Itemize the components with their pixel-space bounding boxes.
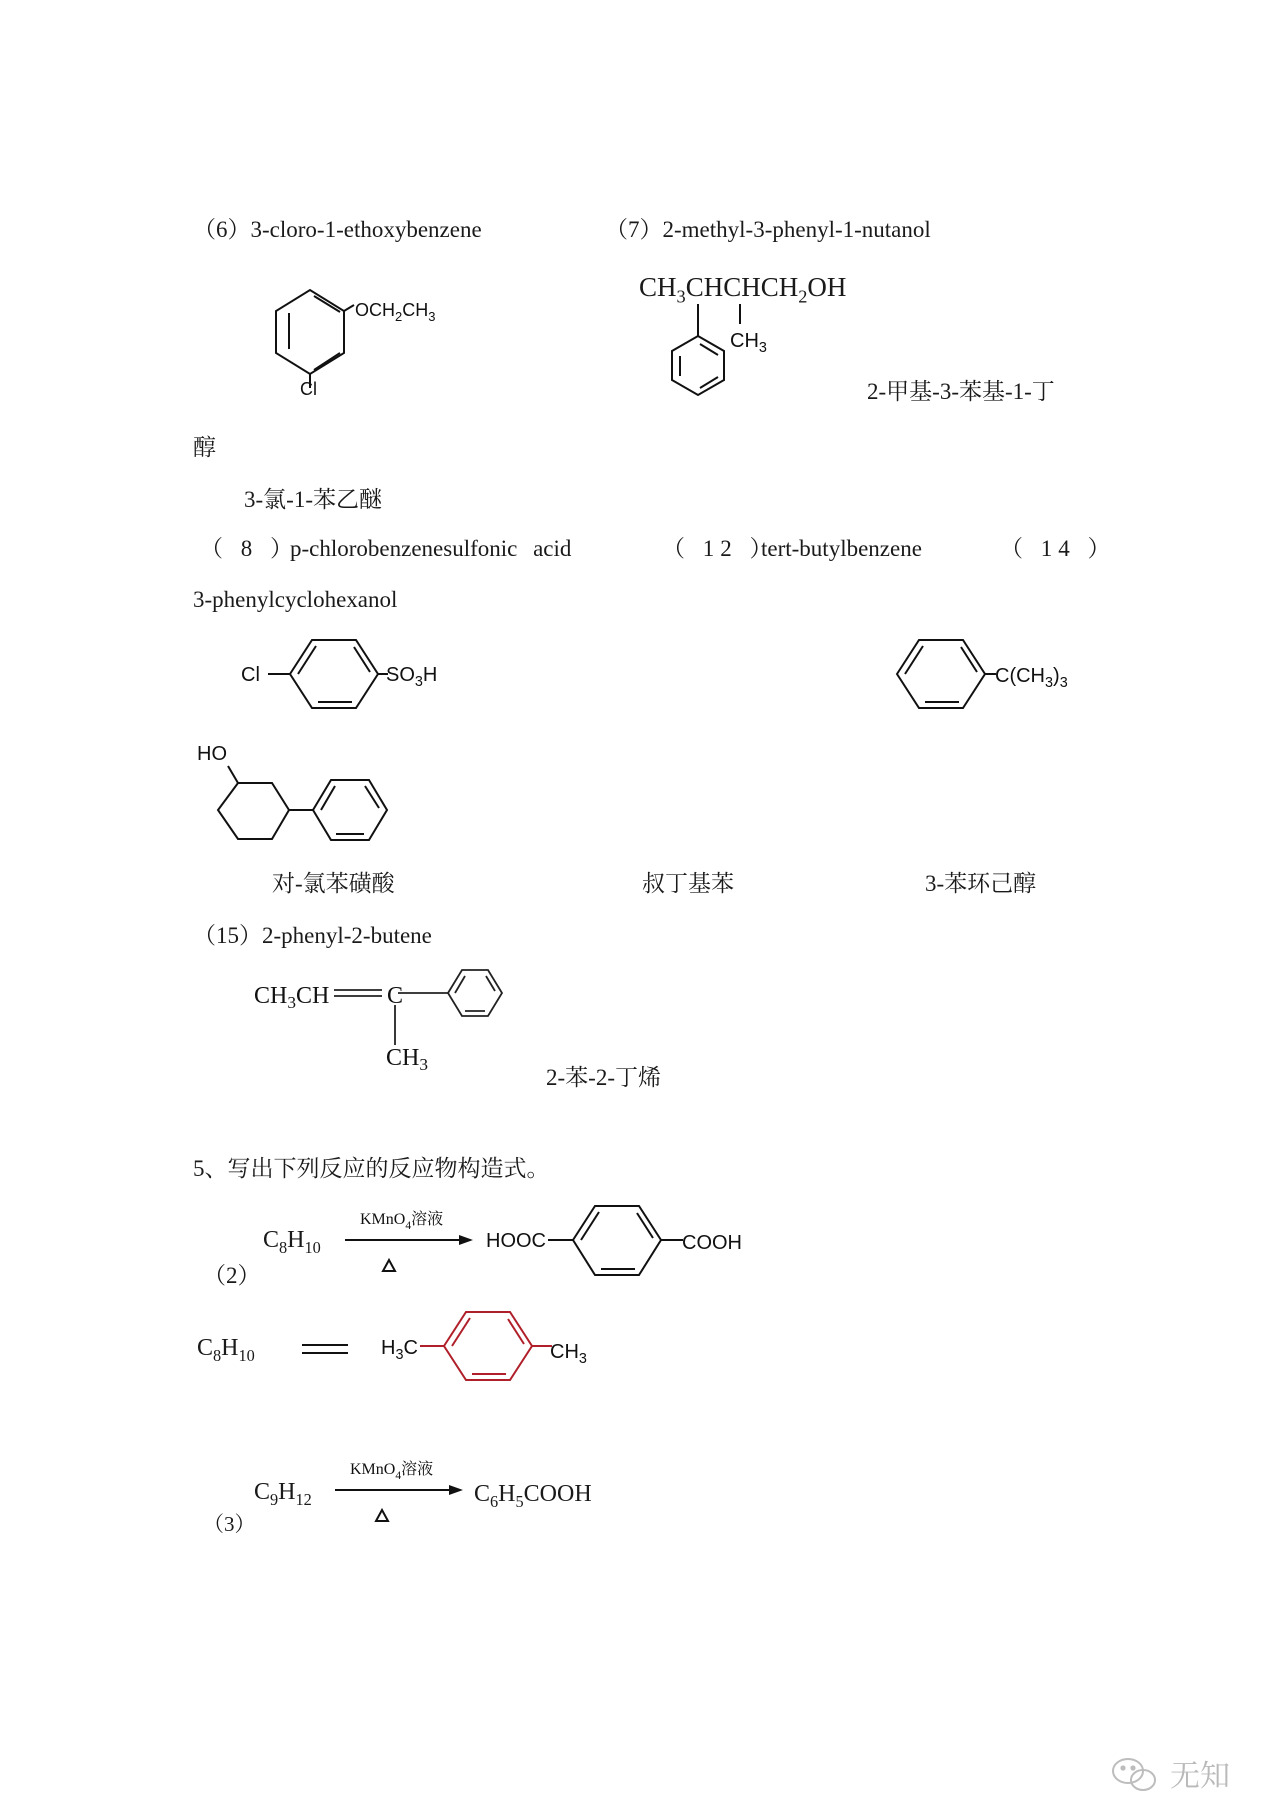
r2-reaction-arrow (340, 1208, 480, 1280)
q7-ch3-label: $CH_3$ (730, 330, 767, 356)
r2-hooc-label: HOOC (486, 1230, 546, 1252)
q15-answer: 2-苯-2-丁烯 (546, 1065, 661, 1090)
q7-answer: 2-甲基-3-苯基-1-丁 (867, 379, 1055, 404)
r2-product-terephthalic-acid (484, 1200, 754, 1282)
r3-reactant: $C_9H_{12}$ (254, 1479, 312, 1509)
watermark-text: 无知 (1170, 1759, 1230, 1794)
q8-structure-p-chlorobenzenesulfonic-acid (240, 636, 460, 712)
q14-ho-label: HO (197, 743, 227, 765)
heat-triangle-icon (383, 1260, 395, 1271)
q15-c-label: C (387, 983, 404, 1009)
heat-triangle-icon (376, 1510, 388, 1521)
arrow-head-icon (459, 1235, 473, 1245)
q6-ethoxy-label: $OCH_2CH_3$ (355, 300, 436, 324)
q7-answer-cont: 醇 (193, 435, 216, 460)
q8-cl-label: Cl (241, 664, 260, 686)
wechat-logo-icon (1113, 1759, 1155, 1790)
q15-structure-2-phenyl-2-butene (250, 965, 520, 1075)
r2-reactant: $C_8H_{10}$ (263, 1227, 321, 1257)
r3-product: $C_6H_5COOH$ (474, 1481, 592, 1511)
q7-title: （7）2-methyl-3-phenyl-1-nutanol (605, 217, 931, 242)
q12-tbutyl-label: $C(CH_3)_3$ (995, 665, 1068, 691)
q7-structure-phenyl-branch (660, 300, 790, 400)
r3-number: （3） (203, 1512, 256, 1536)
q15-ch3ch-label: $CH_3CH$ (254, 983, 330, 1012)
r2-number: （2） (203, 1263, 261, 1288)
q14-number: （ 14 ） (1000, 536, 1117, 561)
r3-reaction-arrow (330, 1458, 470, 1530)
q12-number: （ 12 ） (662, 536, 779, 561)
r2-answer-h3c-label: $H_3C$ (381, 1337, 418, 1363)
q8-name: p-chlorobenzenesulfonic acid (290, 536, 572, 561)
r2-answer-ch3-label: $CH_3$ (550, 1341, 587, 1367)
q15-title: （15）2-phenyl-2-butene (193, 923, 432, 948)
r2-answer-p-xylene (380, 1306, 600, 1386)
q8-answer: 对-氯苯磺酸 (272, 871, 395, 896)
q12-name: tert-butylbenzene (761, 536, 922, 561)
r2-cooh-label: COOH (682, 1232, 742, 1254)
q7-formula: $CH_3CHCHCH_2OH$ (639, 272, 847, 307)
q6-cl-label: Cl (300, 379, 317, 399)
watermark (1110, 1753, 1255, 1797)
arrow-head-icon (449, 1485, 463, 1495)
q6-structure-3-chloroethoxybenzene (270, 285, 460, 405)
q12-structure-tert-butylbenzene (892, 636, 1092, 712)
q15-ch3-label: $CH_3$ (386, 1045, 428, 1074)
q6-title: （6）3-cloro-1-ethoxybenzene (193, 217, 482, 242)
r2-reagent-label: KMnO$_4$溶液 (360, 1211, 444, 1232)
q12-answer: 叔丁基苯 (642, 871, 734, 896)
q14-answer: 3-苯环己醇 (925, 871, 1037, 896)
q8-number: （ 8 ） (200, 536, 299, 561)
q6-answer: 3-氯-1-苯乙醚 (244, 487, 382, 512)
q8-so3h-label: $SO_3H$ (386, 664, 438, 690)
q14-structure-3-phenylcyclohexanol (195, 740, 395, 850)
q14-name: 3-phenylcyclohexanol (193, 587, 398, 612)
r2-answer-lhs: $C_8H_{10}$ (197, 1335, 255, 1365)
r3-reagent-label: KMnO$_4$溶液 (350, 1461, 434, 1482)
section5-heading: 5、写出下列反应的反应物构造式。 (193, 1156, 550, 1181)
r2-equal-sign (300, 1342, 352, 1358)
